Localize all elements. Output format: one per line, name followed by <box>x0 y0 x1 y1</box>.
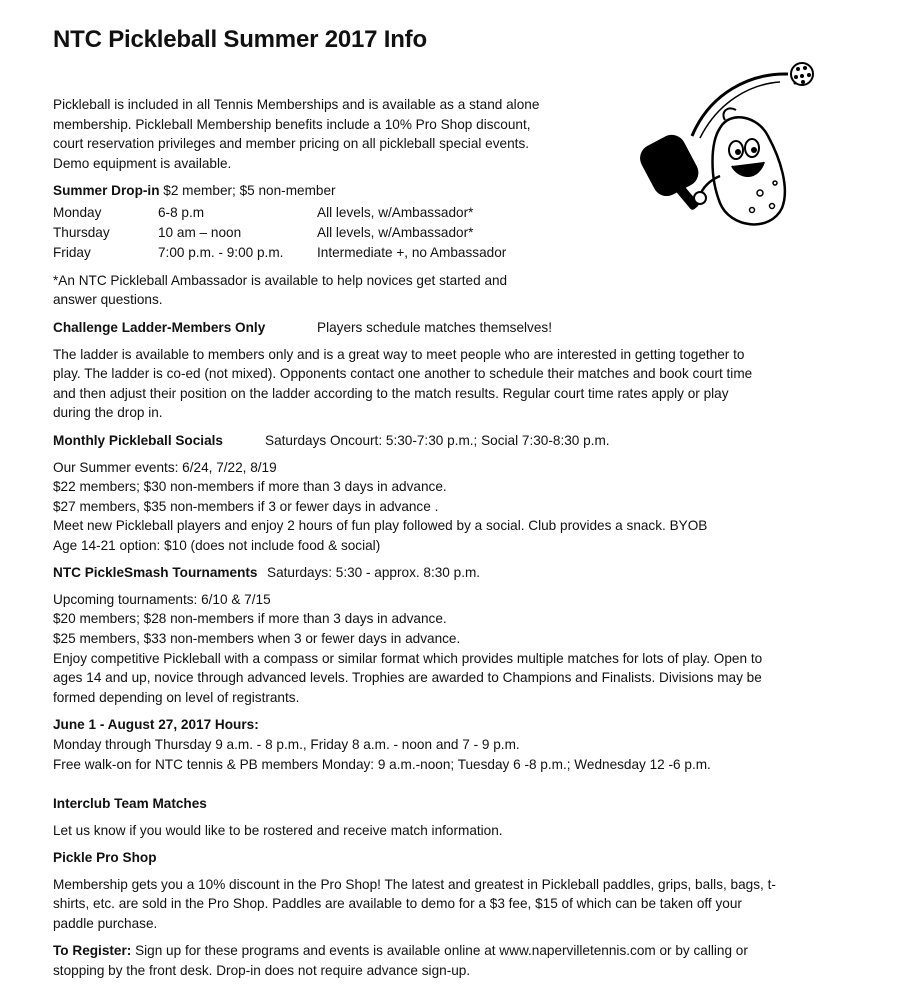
dropin-heading: Summer Drop-in <box>53 183 160 198</box>
proshop-body-3: paddle purchase. <box>53 916 158 931</box>
tournaments-body-1: Upcoming tournaments: 6/10 & 7/15 <box>53 592 271 607</box>
tournaments-schedule: Saturdays: 5:30 - approx. 8:30 p.m. <box>267 565 481 580</box>
socials-body-4: Meet new Pickleball players and enjoy 2 hours of fun play followed by a social. Club provides a snack. BYOB <box>53 518 708 533</box>
proshop-body-2: shirts, etc. are sold in the Pro Shop. Paddles are available to demo for a $3 fee, $15 of which can be taken off your <box>53 896 742 911</box>
ladder-body-3: and then adjust their position on the ladder according to the match results. Regular court time rates apply or play <box>53 386 729 401</box>
schedule-time: 6-8 p.m <box>158 205 205 220</box>
interclub-heading: Interclub Team Matches <box>53 796 207 811</box>
ladder-body-4: during the drop in. <box>53 405 163 420</box>
page-title: NTC Pickleball Summer 2017 Info <box>53 26 427 53</box>
proshop-body-1: Membership gets you a 10% discount in the Pro Shop! The latest and greatest in Pickleball paddles, grips, balls, bags, t- <box>53 877 776 892</box>
pickleball-icon <box>791 63 813 85</box>
schedule-level: Intermediate +, no Ambassador <box>317 245 507 260</box>
ambassador-note-1: *An NTC Pickleball Ambassador is available to help novices get started and <box>53 273 508 288</box>
register-body-2: stopping by the front desk. Drop-in does not require advance sign-up. <box>53 963 471 978</box>
hours-heading: June 1 - August 27, 2017 Hours: <box>53 717 259 732</box>
register-heading: To Register: <box>53 943 132 958</box>
schedule-day: Friday <box>53 245 91 260</box>
intro-line-3: court reservation privileges and member pricing on all pickleball special events. <box>53 136 530 151</box>
register-body-1: Sign up for these programs and events is available online at www.napervilletennis.com or by calling or <box>131 943 748 958</box>
intro-line-1: Pickleball is included in all Tennis Memberships and is available as a stand alone <box>53 97 540 112</box>
hours-body-2: Free walk-on for NTC tennis & PB members Monday: 9 a.m.-noon; Tuesday 6 -8 p.m.; Wednesday 12 -6 p.m. <box>53 757 711 772</box>
socials-schedule: Saturdays Oncourt: 5:30-7:30 p.m.; Social 7:30-8:30 p.m. <box>265 433 610 448</box>
proshop-heading: Pickle Pro Shop <box>53 850 157 865</box>
socials-body-5: Age 14-21 option: $10 (does not include food & social) <box>53 538 381 553</box>
tournaments-body-5: ages 14 and up, novice through advanced levels. Trophies are awarded to Champions and Finalists. Divisions may be <box>53 670 762 685</box>
tournaments-heading: NTC PickleSmash Tournaments <box>53 565 258 580</box>
schedule-row <box>53 225 613 244</box>
schedule-row <box>53 245 613 264</box>
tournaments-body-4: Enjoy competitive Pickleball with a compass or similar format which provides multiple matches for lots of play. Open to <box>53 651 763 666</box>
schedule-row <box>53 205 613 224</box>
ladder-heading: Challenge Ladder-Members Only <box>53 320 266 335</box>
schedule-level: All levels, w/Ambassador* <box>317 225 474 240</box>
ambassador-note-2: answer questions. <box>53 292 163 307</box>
hours-body-1: Monday through Thursday 9 a.m. - 8 p.m., Friday 8 a.m. - noon and 7 - 9 p.m. <box>53 737 520 752</box>
ladder-body-1: The ladder is available to members only and is a great way to meet people who are interested in getting together to <box>53 347 745 362</box>
pickle-mascot-illustration <box>640 58 825 243</box>
schedule-level: All levels, w/Ambassador* <box>317 205 474 220</box>
ladder-body-2: play. The ladder is co-ed (not mixed). Opponents contact one another to schedule their matches and book court time <box>53 366 753 381</box>
dropin-header <box>53 181 336 201</box>
intro-line-4: Demo equipment is available. <box>53 156 232 171</box>
tournaments-body-2: $20 members; $28 non-members if more than 3 days in advance. <box>53 611 447 626</box>
interclub-body: Let us know if you would like to be rostered and receive match information. <box>53 823 503 838</box>
socials-heading: Monthly Pickleball Socials <box>53 433 223 448</box>
ladder-subtitle: Players schedule matches themselves! <box>317 320 552 335</box>
socials-body-3: $27 members, $35 non-members if 3 or fewer days in advance . <box>53 499 439 514</box>
schedule-day: Monday <box>53 205 102 220</box>
register-line-1 <box>53 941 748 961</box>
tournaments-body-6: formed depending on level of registrants. <box>53 690 300 705</box>
schedule-time: 10 am – noon <box>158 225 242 240</box>
socials-body-1: Our Summer events: 6/24, 7/22, 8/19 <box>53 460 277 475</box>
tournaments-body-3: $25 members, $33 non-members when 3 or fewer days in advance. <box>53 631 461 646</box>
dropin-price: $2 member; $5 non-member <box>163 183 336 198</box>
schedule-day: Thursday <box>53 225 110 240</box>
schedule-time: 7:00 p.m. - 9:00 p.m. <box>158 245 284 260</box>
intro-line-2: membership. Pickleball Membership benefits include a 10% Pro Shop discount, <box>53 117 531 132</box>
socials-body-2: $22 members; $30 non-members if more than 3 days in advance. <box>53 479 447 494</box>
